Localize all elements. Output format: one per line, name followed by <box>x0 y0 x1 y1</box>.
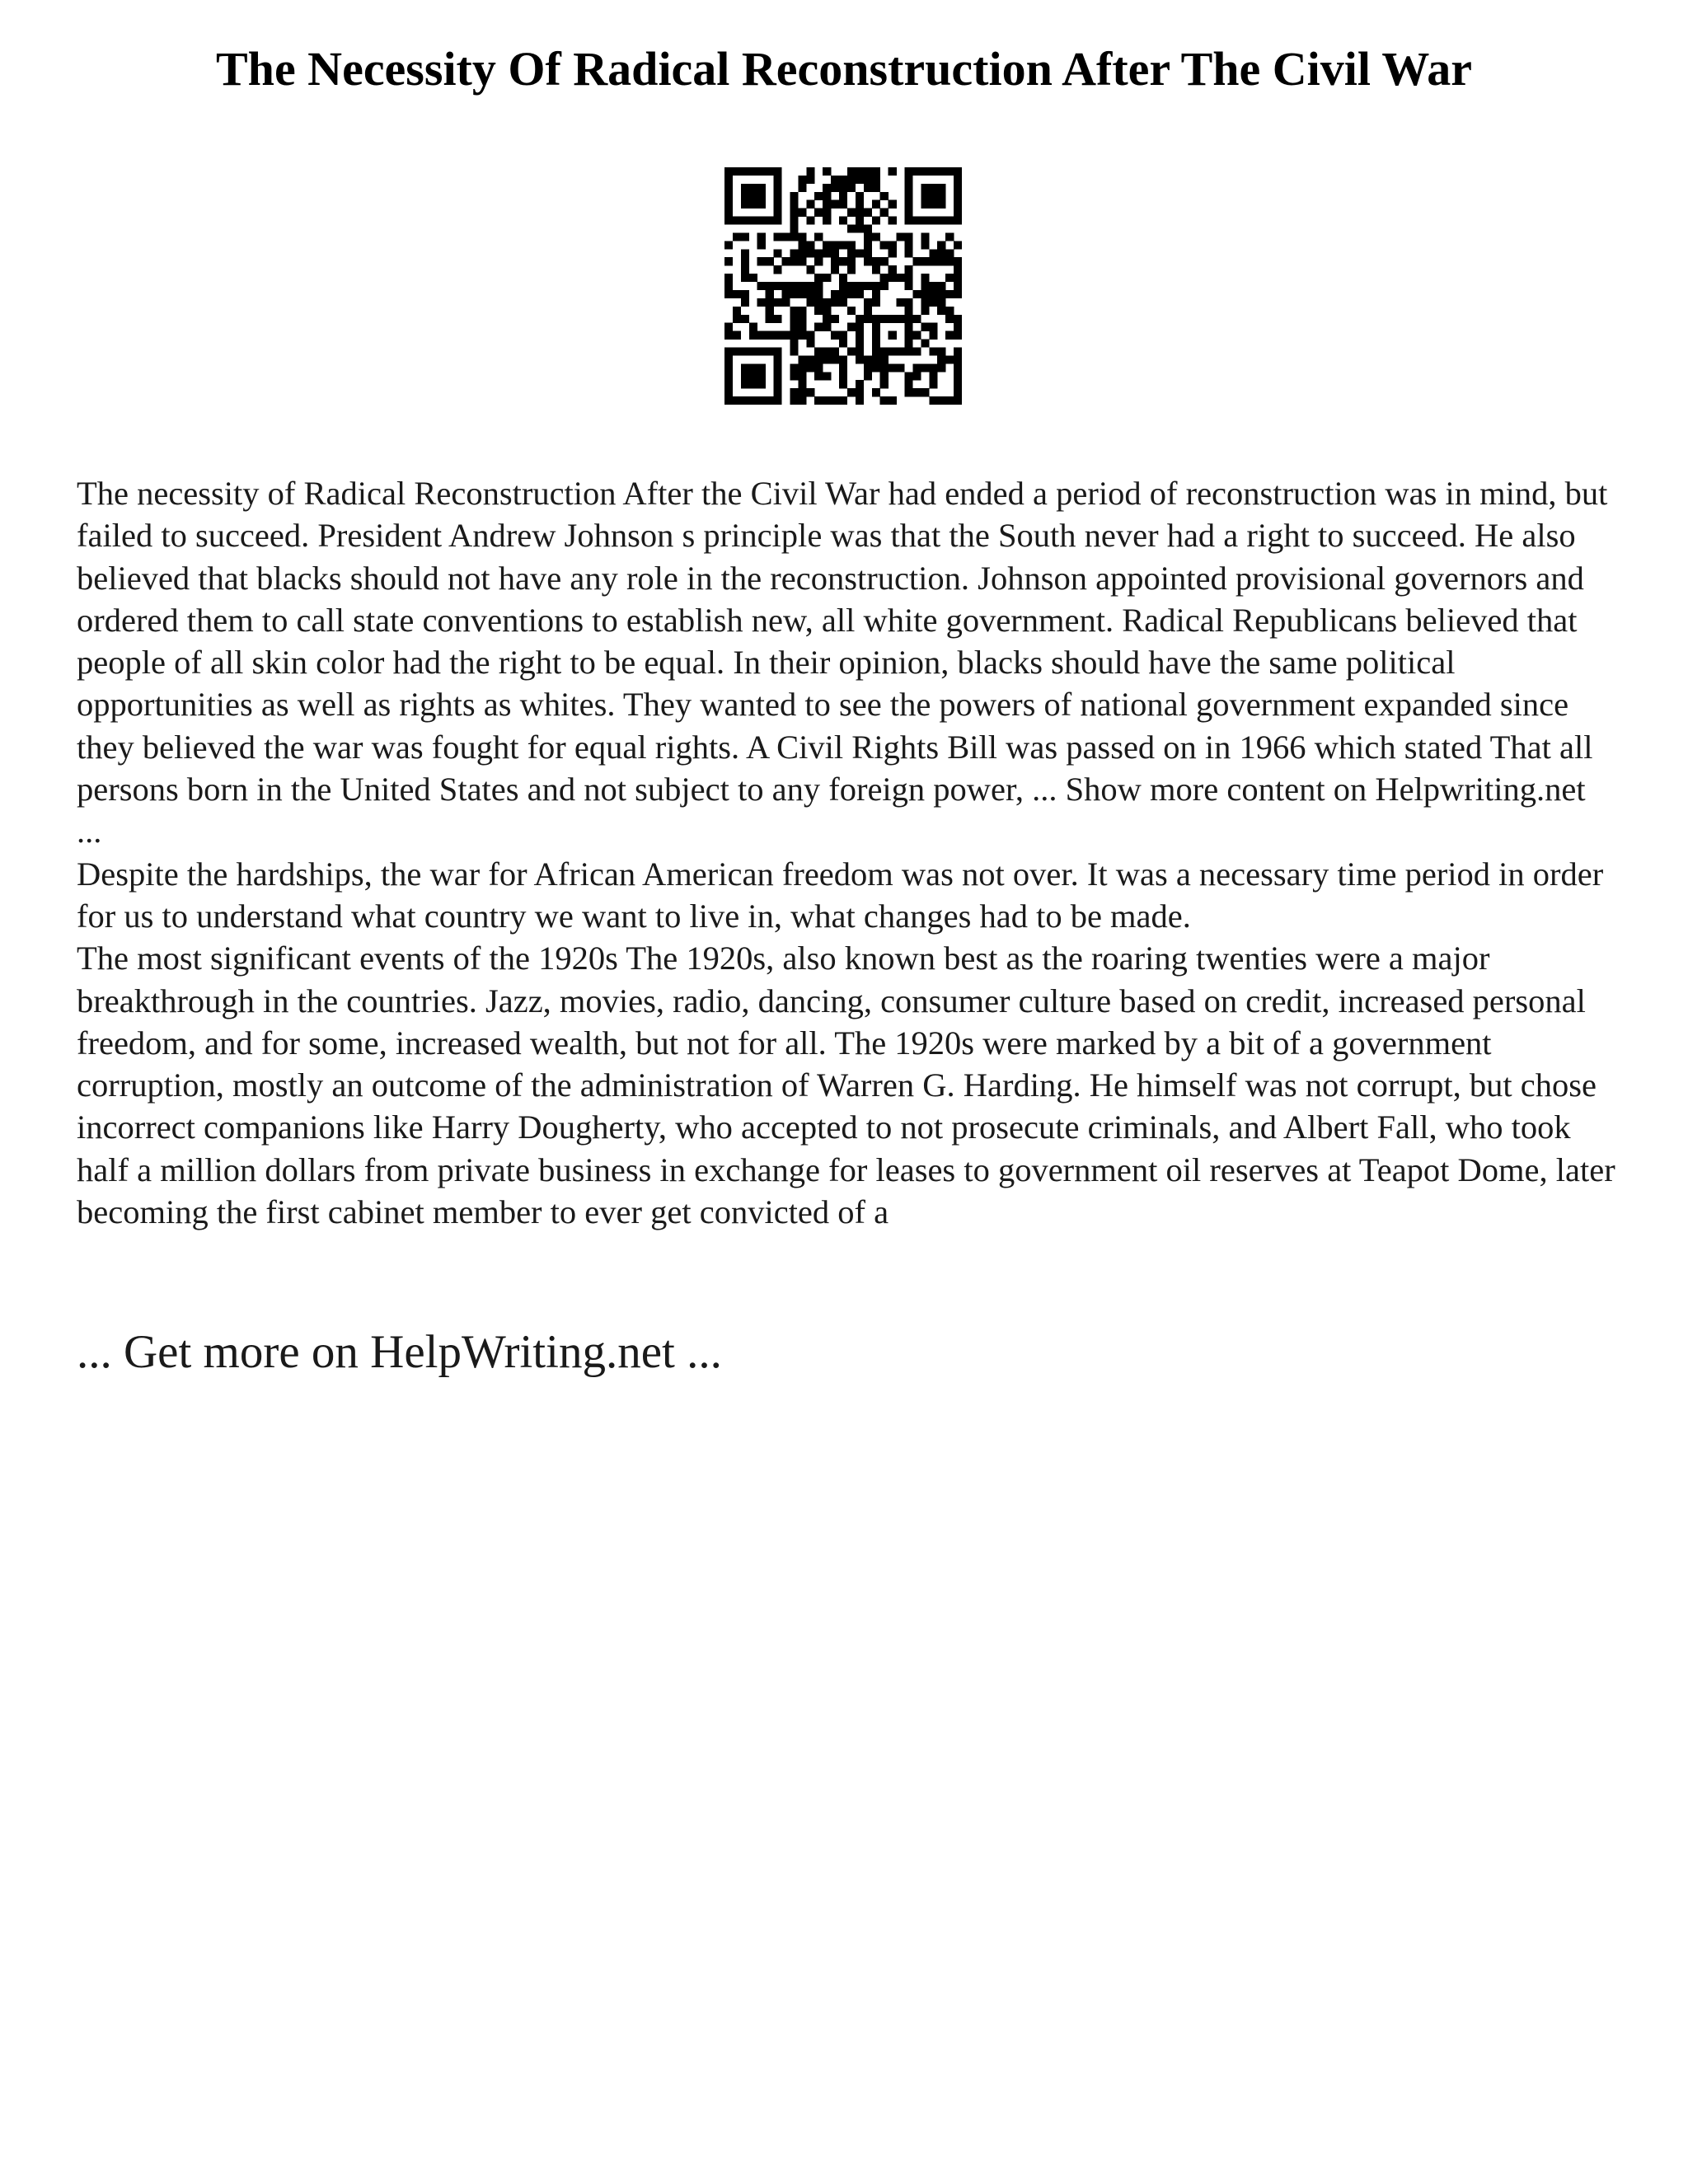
get-more-link[interactable]: ... Get more on HelpWriting.net ... <box>77 1326 722 1378</box>
article-paragraph: Despite the hardships, the war for African American freedom was not over. It was a necessary time period in order for us to understand what country we want to live in, what changes had to be made. <box>77 855 1604 935</box>
article-paragraph: The most significant events of the 1920s The 1920s, also known best as the roaring twenties were a major breakthrough in the countries. Jazz, movies, radio, dancing, consumer culture based on credit, increased personal freedom, and for some, increased wealth, but not for all. The 1920s were marked by a bit of a government corruption, mostly an outcome of the administration of Warren G. Harding. He himself was not corrupt, but chose incorrect companions like Harry Dougherty, who accepted to not prosecute criminals, and Albert Fall, who took half a million dollars from private business in exchange for leases to government oil reserves at Teapot Dome, later becoming the first cabinet member to ever get convicted of a <box>77 940 1615 1231</box>
qr-code-icon <box>724 167 962 405</box>
article-paragraph: The necessity of Radical Reconstruction After the Civil War had ended a period of reconstruction was in mind, but failed to succeed. President Andrew Johnson s principle was that the South never had a right to succeed. He also believed that blacks should not have any role in the reconstruction. Johnson appointed provisional governors and ordered them to call state conventions to establish new, all white government. Radical Republicans believed that people of all skin color had the right to be equal. In their opinion, blacks should have the same political opportunities as well as rights as whites. They wanted to see the powers of national government expanded since they believed the war was fought for equal rights. A Civil Rights Bill was passed on in 1966 which stated That all persons born in the United States and not subject to any foreign power, ... Show more content on Helpwriting.net ... <box>77 475 1608 851</box>
page-title: The Necessity Of Radical Reconstruction After The Civil War <box>216 42 1472 96</box>
article-body <box>77 472 1618 1233</box>
